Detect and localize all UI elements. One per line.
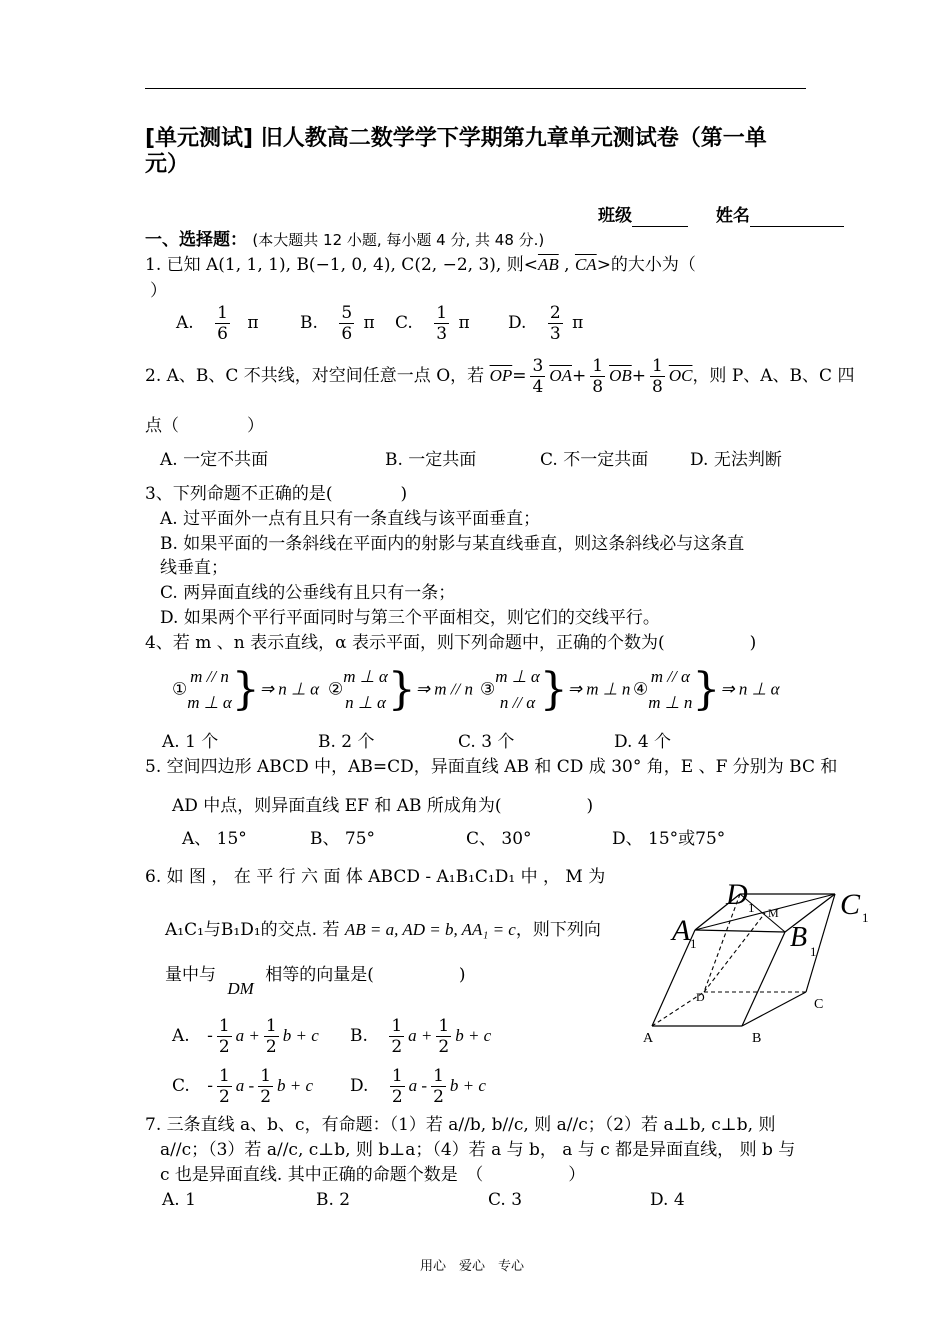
q5-option-a[interactable]: A、 15° (182, 829, 247, 849)
class-label: 班级 (598, 206, 632, 226)
q5-line2: AD 中点，则异面直线 EF 和 AB 所成角为( ) (172, 796, 594, 816)
q3-option-c[interactable]: C. 两异面直线的公垂线有且只有一条； (160, 583, 456, 603)
q3-option-b-cont: 线垂直； (160, 558, 228, 578)
vector-oa: $\overline{OA}$ (549, 366, 572, 385)
q4-proposition-4: ④ m // α m ⊥ n }⇒ n ⊥ α (633, 664, 780, 715)
q6-line3: 量中与 DM 相等的向量是( ) (165, 965, 466, 998)
q4-stem: 4、若 m 、n 表示直线，α 表示平面，则下列命题中，正确的个数为( ) (145, 633, 757, 653)
q6-option-d[interactable]: D. $\frac{1}{2}$ a - $\frac{1}{2}$ b + c (350, 1066, 486, 1107)
q3-option-b[interactable]: B. 如果平面的一条斜线在平面内的射影与某直线垂直，则这条斜线必与这条直 (160, 534, 745, 554)
label-a: A (643, 1031, 654, 1046)
vector-oc: $\overline{OC}$ (668, 366, 693, 385)
label-c1-sub: 1 (862, 910, 869, 925)
q4-option-a[interactable]: A. 1 个 (162, 732, 219, 752)
q3-option-a[interactable]: A. 过平面外一点有且只有一条直线与该平面垂直； (160, 509, 541, 529)
q6-option-a[interactable]: A. - $\frac{1}{2}$ a + $\frac{1}{2}$ b + c (172, 1016, 319, 1057)
header-rule (145, 88, 806, 89)
label-d1-sub: 1 (748, 900, 755, 915)
q4-proposition-3: ③ m ⊥ α n // α }⇒ m ⊥ n (480, 664, 631, 715)
vector-op: $\overline{OP}$ (489, 366, 513, 385)
q5-stem: 5. 空间四边形 ABCD 中，AB=CD，异面直线 AB 和 CD 成 30° 角，E 、F 分别为 BC 和 (145, 757, 838, 777)
q6-line2: A₁C₁与B₁D₁的交点. 若 AB = a, AD = b, AA₁ = c，则下列向 (165, 920, 601, 940)
name-field[interactable] (750, 206, 844, 227)
q2-line2: 点（ ） (145, 416, 264, 436)
label-a1-sub: 1 (690, 936, 697, 951)
q1-option-a[interactable]: A. $\frac{1}{6}$ π (176, 303, 259, 344)
q5-option-d[interactable]: D、 15°或75° (612, 829, 726, 849)
q2-option-a[interactable]: A. 一定不共面 (160, 450, 269, 470)
q6-option-c[interactable]: C. - $\frac{1}{2}$ a - $\frac{1}{2}$ b + c (172, 1066, 314, 1107)
q7-option-b[interactable]: B. 2 (316, 1190, 351, 1210)
q5-option-c[interactable]: C、 30° (466, 829, 532, 849)
q7-line2: a//c；（3）若 a//c, c⊥b, 则 b⊥a；（4）若 a 与 b， a 与 c 都是异面直线， 则 b 与 (160, 1140, 796, 1160)
label-b1: B (790, 922, 808, 953)
label-c1: C (840, 888, 861, 921)
q4-proposition-1: ① m // n m ⊥ α }⇒ n ⊥ α (172, 664, 319, 715)
page-title-line2: 元） (145, 152, 190, 177)
q1-option-c[interactable]: C. $\frac{1}{3}$ π (395, 303, 470, 344)
q7-line3: c 也是异面直线. 其中正确的命题个数是 （ ） (160, 1165, 586, 1185)
name-label: 姓名 (715, 206, 750, 226)
q1-stem: 1. 已知 A(1, 1, 1), B(−1, 0, 4), C(2, −2, 3), 则$<\overline{AB}$ , $\overline{CA}>$的大小为（ (145, 255, 696, 275)
q7-line1: 7. 三条直线 a、b、c，有命题：（1）若 a//b, b//c, 则 a//c；（2）若 a⊥b, c⊥b, 则 (145, 1115, 776, 1135)
parallelepiped-figure (640, 870, 880, 1060)
section-note: (本大题共 12 小题, 每小题 4 分, 共 48 分.) (252, 231, 545, 249)
q6-option-b[interactable]: B. $\frac{1}{2}$ a + $\frac{1}{2}$ b + c (350, 1016, 492, 1057)
vector-ab: $\overline{AB}$ (537, 255, 559, 274)
label-d: D (696, 990, 705, 1004)
label-c: C (814, 997, 824, 1012)
q2-option-c[interactable]: C. 不一定共面 (540, 450, 649, 470)
label-a1: A (672, 914, 691, 947)
q7-option-a[interactable]: A. 1 (162, 1190, 196, 1210)
q2-stem: 2. A、B、C 不共线，对空间任意一点 O，若 $\overline{OP}=$ $\frac{3}{4}$ $\overline{OA}+$ $\frac{1}{8}$ $\overline{OB}+$ $\frac{1}{8}$ $\overline{OC}$，则 P、A、B、C 四 (145, 356, 855, 397)
q4-option-b[interactable]: B. 2 个 (318, 732, 375, 752)
q7-option-d[interactable]: D. 4 (650, 1190, 685, 1210)
label-m: M (768, 906, 779, 920)
q1-option-d[interactable]: D. $\frac{2}{3}$ π (508, 303, 584, 344)
vector-dm: DM (227, 979, 254, 998)
q5-option-b[interactable]: B、 75° (310, 829, 376, 849)
q1-option-b[interactable]: B. $\frac{5}{6}$ π (300, 303, 375, 344)
q4-option-c[interactable]: C. 3 个 (458, 732, 515, 752)
q7-option-c[interactable]: C. 3 (488, 1190, 523, 1210)
label-b: B (752, 1031, 762, 1046)
q4-proposition-2: ② m ⊥ α n ⊥ α }⇒ m // n (328, 664, 473, 715)
vector-ca: $\overline{CA}$ (574, 255, 597, 274)
section-heading: 一、选择题： (145, 230, 247, 250)
q3-option-d[interactable]: D. 如果两个平行平面同时与第三个平面相交，则它们的交线平行。 (160, 608, 660, 628)
q2-option-b[interactable]: B. 一定共面 (385, 450, 477, 470)
q1-paren-close: ） (150, 281, 167, 301)
page-title-line1: [单元测试] 旧人教高二数学学下学期第九章单元测试卷（第一单 (145, 126, 767, 151)
class-field[interactable] (632, 206, 688, 227)
page-footer: 用心 爱心 专心 (420, 1259, 525, 1274)
vector-ob: $\overline{OB}$ (609, 366, 632, 385)
q4-option-d[interactable]: D. 4 个 (614, 732, 672, 752)
q3-stem: 3、下列命题不正确的是( ) (145, 484, 408, 504)
q2-option-d[interactable]: D. 无法判断 (690, 450, 782, 470)
label-d1: D (726, 878, 748, 911)
q6-line1: 6. 如 图 ， 在 平 行 六 面 体 ABCD - A₁B₁C₁D₁ 中 ， M 为 (145, 867, 606, 887)
label-b1-sub: 1 (810, 944, 817, 959)
